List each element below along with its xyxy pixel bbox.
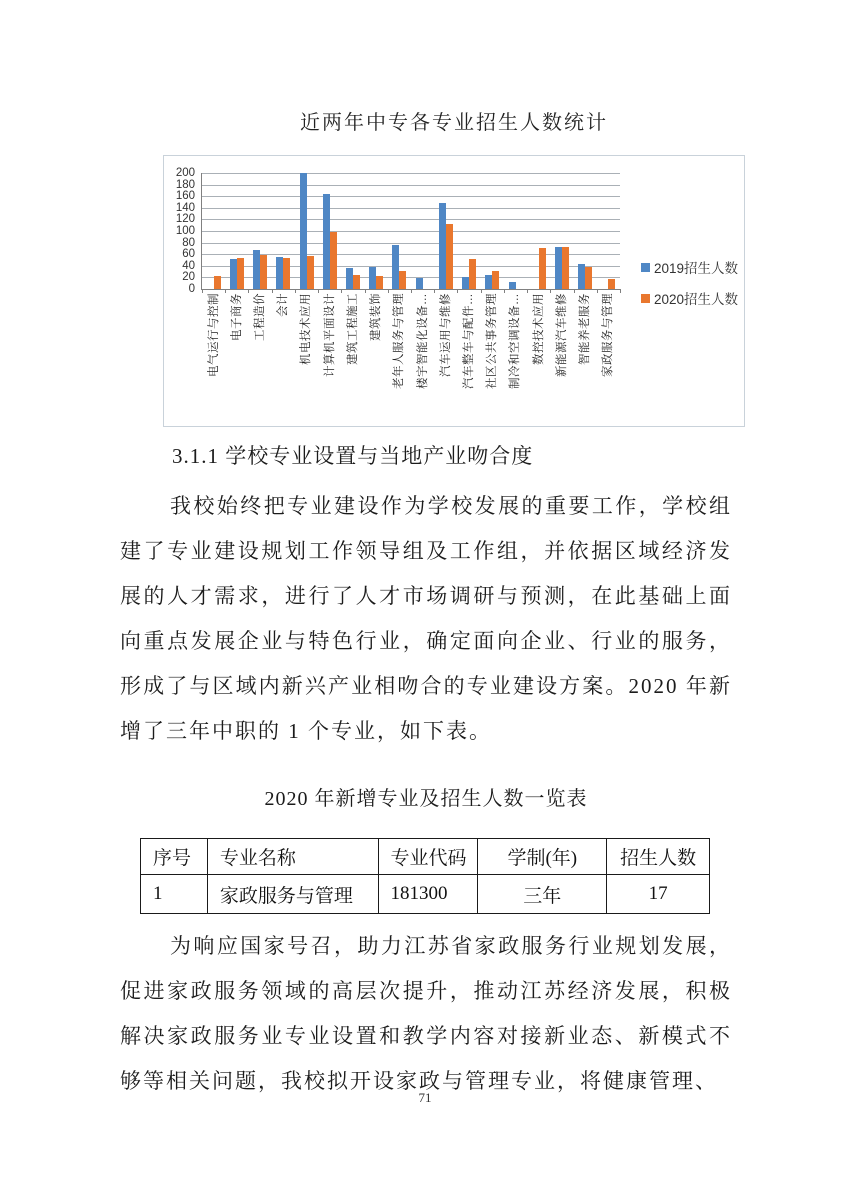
- cell-seq: 1: [141, 875, 208, 914]
- bar-2019招生人数: [300, 173, 307, 289]
- bar-2020招生人数: [260, 255, 267, 289]
- x-axis-label-text: 电气运行与控制: [207, 293, 220, 377]
- x-axis-label: [201, 293, 224, 423]
- y-tick-label: 20: [182, 271, 195, 284]
- x-axis-label-text: 汽车运用与维修: [439, 293, 452, 377]
- chart-title: 近两年中专各专业招生人数统计: [300, 112, 608, 134]
- bar-2020招生人数: [562, 247, 569, 289]
- gridline: [202, 196, 620, 197]
- header-cell: 专业代码: [378, 839, 478, 875]
- bar-2019招生人数: [369, 267, 376, 289]
- y-axis-labels: [164, 167, 197, 295]
- bar-2020招生人数: [399, 271, 406, 289]
- cell-enrollment: 17: [607, 875, 710, 914]
- x-axis-label-text: 工程造价: [254, 293, 267, 341]
- bar-2019招生人数: [392, 245, 399, 289]
- x-axis-label: [549, 293, 572, 423]
- new-majors-table: [140, 838, 710, 914]
- x-axis-label: [387, 293, 410, 423]
- table-row: [141, 875, 710, 914]
- bar-2019招生人数: [462, 277, 469, 289]
- x-axis-label-text: 会计: [277, 293, 290, 317]
- y-tick-label: 180: [175, 178, 195, 191]
- x-axis-label: [596, 293, 619, 423]
- x-axis-label: [573, 293, 596, 423]
- bar-2019招生人数: [346, 268, 353, 289]
- bar-2020招生人数: [237, 258, 244, 289]
- plot-area: [201, 173, 620, 290]
- y-tick-label: 60: [182, 248, 195, 261]
- bar-2019招生人数: [416, 278, 423, 289]
- paragraph-1: 我校始终把专业建设作为学校发展的重要工作，学校组建了专业建设规划工作领导组及工作组，并依据区域经济发展的人才需求，进行了人才市场调研与预测，在此基础上面向重点发展企业与特色行业，确定面向企业、行业的服务，形成了与区域内新兴产业相吻合的专业建设方案。2020 年新增了三年中职的 1 个专业，如下表。: [120, 494, 732, 743]
- bar-2020招生人数: [469, 259, 476, 289]
- bar-2019招生人数: [253, 250, 260, 289]
- x-axis-label: [364, 293, 387, 423]
- x-axis-label: [526, 293, 549, 423]
- table-header-row: [141, 839, 710, 875]
- legend-item: [641, 288, 738, 308]
- x-axis-label-text: 智能养老服务: [579, 293, 592, 365]
- x-axis-label: [433, 293, 456, 423]
- paragraph-2: 为响应国家号召，助力江苏省家政服务行业规划发展，促进家政服务领域的高层次提升，推动江苏经济发展，积极解决家政服务业专业设置和教学内容对接新业态、新模式不够等相关问题，我校拟开设家政与管理专业，将健康管理、: [120, 934, 732, 1093]
- cell-major-code: 181300: [378, 875, 478, 914]
- gridline: [202, 173, 620, 174]
- legend-item: [641, 257, 738, 277]
- bar-2019招生人数: [230, 259, 237, 289]
- header-cell: 学制(年): [478, 839, 607, 875]
- gridline: [202, 208, 620, 209]
- x-axis-label: [247, 293, 270, 423]
- header-cell: 专业名称: [207, 839, 378, 875]
- bar-2020招生人数: [492, 271, 499, 289]
- bar-2020招生人数: [283, 258, 290, 289]
- bar-2020招生人数: [353, 275, 360, 289]
- bar-2019招生人数: [276, 257, 283, 289]
- bar-2019招生人数: [323, 194, 330, 289]
- bar-2020招生人数: [585, 267, 592, 289]
- gridline: [202, 185, 620, 186]
- bar-2019招生人数: [439, 203, 446, 289]
- x-axis-label: [456, 293, 479, 423]
- bar-2020招生人数: [446, 224, 453, 289]
- gridline: [202, 219, 620, 220]
- y-tick-label: 160: [175, 190, 195, 203]
- bar-2020招生人数: [539, 248, 546, 289]
- x-axis-label: [294, 293, 317, 423]
- gridline: [202, 243, 620, 244]
- x-axis-label: [503, 293, 526, 423]
- x-axis-label-text: 建筑装饰: [370, 293, 383, 341]
- x-axis-label-text: 汽车整车与配件…: [463, 293, 476, 389]
- x-axis-label: [480, 293, 503, 423]
- bar-2020招生人数: [307, 256, 314, 289]
- bar-2019招生人数: [509, 282, 516, 289]
- x-axis-label-text: 制冷和空调设备…: [509, 293, 522, 389]
- legend-label: 2020招生人数: [654, 292, 739, 307]
- y-tick-label: 120: [175, 213, 195, 226]
- legend-swatch: [641, 263, 650, 272]
- gridline: [202, 231, 620, 232]
- bar-2020招生人数: [214, 276, 221, 289]
- y-tick-label: 0: [188, 283, 195, 295]
- x-axis-label-text: 楼宇智能化设备…: [416, 293, 429, 389]
- header-cell: 序号: [141, 839, 208, 875]
- x-axis-label: [340, 293, 363, 423]
- bar-2020招生人数: [376, 276, 383, 289]
- cell-duration: 三年: [478, 875, 607, 914]
- x-axis-label: [317, 293, 340, 423]
- bar-2019招生人数: [485, 275, 492, 290]
- x-axis-label: [224, 293, 247, 423]
- x-axis-tick: [620, 289, 621, 293]
- cell-major-name: 家政服务与管理: [207, 875, 378, 914]
- x-axis-label-text: 社区公共事务管理: [486, 293, 499, 389]
- legend-swatch: [641, 294, 650, 303]
- x-axis-label-text: 数控技术应用: [532, 293, 545, 365]
- x-axis-label-text: 计算机平面设计: [323, 293, 336, 377]
- header-cell: 招生人数: [607, 839, 710, 875]
- x-axis-label-text: 建筑工程施工: [346, 293, 359, 365]
- y-tick-label: 80: [182, 236, 195, 249]
- y-tick-label: 140: [175, 201, 195, 214]
- table-title: 2020 年新增专业及招生人数一览表: [264, 788, 588, 810]
- x-axis-label-text: 新能源汽车维修: [555, 293, 568, 377]
- y-tick-label: 40: [182, 259, 195, 272]
- x-axis-label-text: 电子商务: [230, 293, 243, 341]
- page-number: 71: [418, 1090, 432, 1105]
- bar-2019招生人数: [578, 264, 585, 289]
- enrollment-bar-chart: [163, 155, 745, 427]
- x-axis-label: [410, 293, 433, 423]
- bar-2020招生人数: [608, 279, 615, 289]
- y-tick-label: 200: [175, 167, 195, 179]
- legend-label: 2019招生人数: [654, 261, 739, 276]
- chart-legend: [641, 257, 738, 308]
- bar-2020招生人数: [330, 232, 337, 289]
- section-heading: 3.1.1 学校专业设置与当地产业吻合度: [172, 444, 534, 468]
- x-axis-label-text: 机电技术应用: [300, 293, 313, 365]
- x-axis-label: [271, 293, 294, 423]
- bar-2019招生人数: [555, 247, 562, 289]
- y-tick-label: 100: [175, 225, 195, 237]
- x-axis-labels: [201, 293, 619, 423]
- x-axis-label-text: 家政服务与管理: [602, 293, 615, 377]
- x-axis-label-text: 老年人服务与管理: [393, 293, 406, 389]
